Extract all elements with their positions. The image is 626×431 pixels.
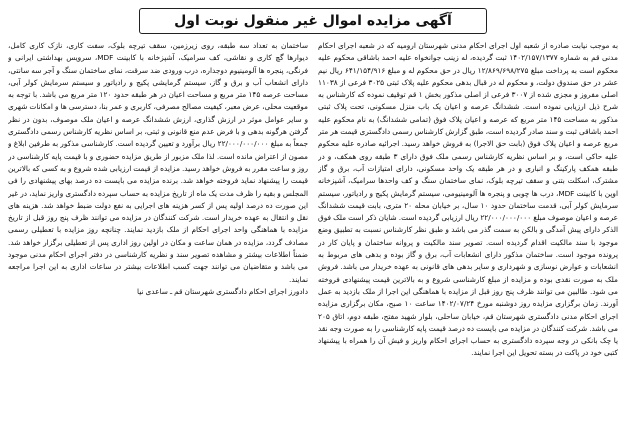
left-column-text: ساختمان به تعداد سه طبقه، روی زیرزمین، سقف تیرچه بلوک، سفت کاری، نازک کاری کامل، دیوارها گچ کاری و نقاشی، کف سرامیک، آشپزخانه با کابینت MDF، سرویس بهداشتی ایرانی و فرنگی، پنجره ها آلومینیوم دوجداره، درب ورودی ضد سرقت، نمای ساختمان سنگ و آجر سه سانتی، دارای انشعاب آب و برق و گاز، سیستم گرمایشی پکیج و رادیاتور و سیستم سرمایش کولر آبی، مساحت عرصه ۱۴۵ متر مربع و مساحت اعیان در هر طبقه حدود ۱۲۰ متر مربع می باشد. با توجه به موقعیت محلی، عرض معبر، کیفیت مصالح مصرفی، کاربری و عمر بنا، دسترسی ها و امکانات شهری و سایر عوامل موثر در ارزش گذاری، ارزش ششدانگ عرصه و اعیان ملک موصوف، بدون در نظر گرفتن هرگونه بدهی و با فرض عدم منع قانونی و ثبتی، بر اساس نظریه کارشناس رسمی دادگستری جمعاً به مبلغ ۲۲/۰۰۰/۰۰۰/۰۰۰ ریال برآورد و تعیین گردیده است. کارشناسی مذکور به طرفین ابلاغ و مصون از اعتراض مانده است. لذا ملک مزبور از طریق مزایده حضوری و با قیمت پایه کارشناسی در روز و ساعت مقرر به فروش خواهد رسید. مزایده از قیمت ارزیابی شده شروع و به کسی که بالاترین قیمت را پیشنهاد نماید فروخته خواهد شد. برنده مزایده می بایست ده درصد بهای پیشنهادی را فی المجلس و بقیه را ظرف مدت یک ماه از تاریخ مزایده به حساب سپرده دادگستری واریز نماید، در غیر این صورت ده درصد اولیه پس از کسر هزینه های اجرایی به نفع دولت ضبط خواهد شد. هزینه های نقل و انتقال به عهده خریدار است. شرکت کنندگان در مزایده می توانند ظرف پنج روز قبل از تاریخ مزایده با هماهنگی واحد اجرای احکام از ملک بازدید نمایند. چنانچه روز مزایده با تعطیلی رسمی مصادف گردد، مزایده در همان ساعت و مکان در اولین روز اداری پس از تعطیلی برگزار خواهد شد. ضمناً اطلاعات بیشتر و مشاهده تصویر سند و نظریه کارشناسی در دفتر اجرای احکام مدنی موجود می باشد و متقاضیان می توانند جهت کسب اطلاعات بیشتر در ساعات اداری به این اجرا مراجعه نمایند. [8, 41, 308, 284]
right-text-column [318, 40, 618, 422]
signature-line: دادورز اجرای احکام دادگستری شهرستان قم ـ ساعدی نیا [137, 286, 308, 296]
notice-title: آگهی مزایده اموال غیر منقول نوبت اول [139, 8, 487, 34]
notice-body [8, 40, 618, 422]
left-text-column [8, 40, 308, 422]
title-wrapper [8, 8, 618, 34]
right-column-text: به موجب نیابت صادره از شعبه اول اجرای احکام مدنی شهرستان ارومیه که در شعبه اجرای احکام مدنی قم به شماره ۱۴۰۲/۱۵۷/۱۳۷۷ ثبت گردیده، له زینب جوانخواه علیه احمد باشاقی محکوم علیه محکوم است به پرداخت مبلغ ۱۲/۸۶۹/۶۹۸/۲۷۵ ریال در حق محکوم له و مبلغ ۶۴۱/۱۵۴/۹۱۶ ریال نیم عشر در حق صندوق دولت، و محکوم له در قبال بدهی محکوم علیه پلاک ثبتی ۳۰۲۵ فرعی از ۱۱۰۳۸ اصلی مفروز و مجزی شده از ۳۰۰۷ فرعی از اصلی مذکور بخش ۱ قم توقیف نموده که کارشناس به شرح ذیل ارزیابی نموده است. ششدانگ عرصه و اعیان یک باب منزل مسکونی، تحت پلاک ثبتی مذکور به مساحت ۱۴۵ متر مربع که عرصه و اعیان پلاک فوق (تمامی ششدانگ) به نام محکوم علیه احمد باشاقی ثبت و سند صادر گردیده است، طبق گزارش کارشناس رسمی دادگستری قیمت هر متر مربع عرصه و اعیان پلاک فوق (بابت حق الاجرا) به فروش خواهد رسید. اجرائیه صادره علیه محکوم علیه حاکی است، و بر اساس نظریه کارشناس رسمی ملک فوق دارای ۳ طبقه روی همکف، و در طبقه همکف پارکینگ و انباری و در هر طبقه یک واحد مسکونی، دارای امتیازات آب، برق و گاز مشترک، اسکلت بتنی و سقف تیرچه بلوک، نمای ساختمان سنگ و کف واحدها سرامیک، آشپزخانه اوپن با کابینت MDF، درب ها چوبی و پنجره ها آلومینیومی، سیستم گرمایش پکیج و رادیاتور، سیستم سرمایش کولر آبی، قدمت ساختمان حدود ۱۰ سال، بر خیابان محله ۲۰ متری، بابت قیمت ششدانگ عرصه و اعیان موصوف مبلغ ۲۲/۰۰۰/۰۰۰/۰۰۰ ریال ارزیابی گردیده است. شایان ذکر است ملک فوق الذکر دارای پیش آمدگی و بالکن به سمت گذر می باشد و طبق نظر کارشناس نسبت به تطبیق وضع موجود با سند مالکیت اقدام گردیده است. تصویر سند مالکیت و پروانه ساختمان و پایان کار در پرونده موجود است. ساختمان مذکور دارای انشعابات آب، برق و گاز بوده و بدهی های مربوط به انشعابات و عوارض نوسازی و شهرداری و سایر بدهی های قانونی به عهده خریدار می باشد. فروش ملک به صورت نقدی بوده و مزایده از مبلغ کارشناسی شروع و به بالاترین قیمت پیشنهادی فروخته می شود. طالبین می توانند ظرف پنج روز قبل از مزایده با هماهنگی این اجرا از ملک بازدید به عمل آورند. زمان برگزاری مزایده روز دوشنبه مورخ ۱۴۰۲/۰۷/۲۴ ساعت ۱۰ صبح، مکان برگزاری مزایده اجرای احکام مدنی دادگستری شهرستان قم، خیابان ساحلی، بلوار شهید مفتح، طبقه دوم، اتاق ۲۰۵ می باشد. شرکت کنندگان در مزایده می بایست ده درصد قیمت پایه کارشناسی را به صورت وجه نقد یا چک بانکی در وجه سپرده دادگستری به حساب اجرای احکام واریز و فیش آن را همراه با پیشنهاد کتبی خود در پاکت در بسته تحویل این اجرا نمایند. [318, 41, 618, 358]
